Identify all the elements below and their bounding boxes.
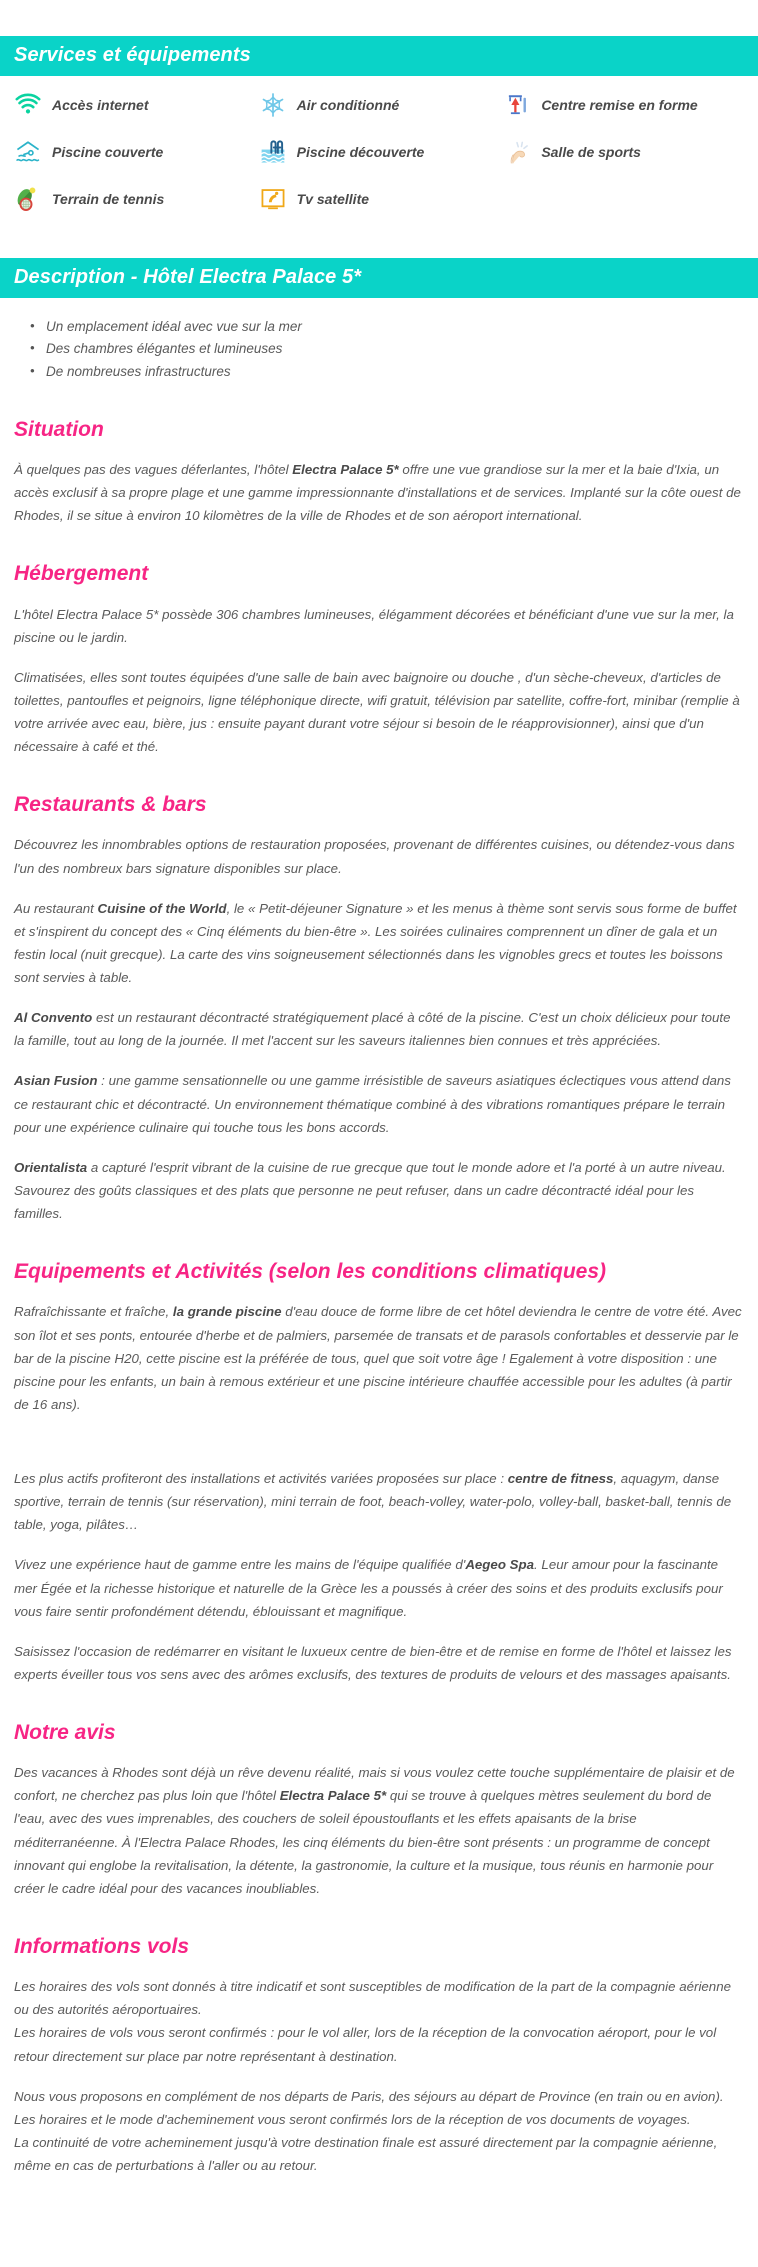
list-item: • Des chambres élégantes et lumineuses xyxy=(44,338,744,360)
informations-vols-paragraph-1: Les horaires des vols sont donnés à titre indicatif et sont susceptibles de modification de la part de la compagnie aérienne ou des autorités aéroportuaires. Les horaires de vols vous seront confirmés : pour le vol aller, lors de la réception de la convocation aéroport, pour le vol retour directement sur place par notre représentant à destination. xyxy=(14,1979,731,2064)
service-label: Air conditionné xyxy=(296,97,400,113)
restaurants-paragraph-3: Al Convento est un restaurant décontracté stratégiquement placé à côté de la piscine. C'est un choix délicieux pour toute la famille, tout au long de la journée. Il met l'accent sur les saveurs italiennes bien connues et très appréciées. xyxy=(14,1010,731,1049)
services-banner xyxy=(0,36,758,76)
list-item: • Un emplacement idéal avec vue sur la mer xyxy=(44,316,744,338)
situation-paragraph: À quelques pas des vagues déferlantes, l'hôtel Electra Palace 5* offre une vue grandiose sur la mer et la baie d'Ixia, un accès exclusif à sa propre plage et une gamme impressionnante d'installations et de services. Implanté sur la côte ouest de Rhodes, il se situe à environ 10 kilomètres de la ville de Rhodes et de son aéroport international. xyxy=(14,461,741,524)
section-title-informations-vols: Informations vols xyxy=(14,1934,190,1958)
wifi-icon xyxy=(14,91,42,119)
equipements-paragraph-4: Saisissez l'occasion de redémarrer en visitant le luxueux centre de bien-être et de remise en forme de l'hôtel et laissez les experts éveiller tous vos sens avec des arômes exclusifs, des textures de produits de velours et des massages apaisants. xyxy=(14,1643,732,1682)
snowflake-icon xyxy=(259,91,287,119)
services-row xyxy=(14,184,748,214)
service-item-satellite-tv xyxy=(259,184,504,214)
service-label: Salle de sports xyxy=(541,144,641,160)
restaurants-paragraph-5: Orientalista a capturé l'esprit vibrant de la cuisine de rue grecque que tout le monde adore et l'a porté à un autre niveau. Savourez des goûts classiques et des plats que personne ne peut refuser, dans un cadre décontracté idéal pour les familles. xyxy=(14,1159,726,1222)
service-label: Piscine couverte xyxy=(52,144,164,160)
hebergement-paragraph-2: Climatisées, elles sont toutes équipées d'une salle de bain avec baignoire ou douche , d'un sèche-cheveux, d'articles de toilettes, pantoufles et peignoirs, ligne téléphonique directe, wifi gratuit, télévision par satellite, coffre-fort, minibar (remplie à votre arrivée avec eau, bière, jus : ensuite payant durant votre séjour si besoin de le réapprovisionner), ainsi que d'un nécessaire à café et thé. xyxy=(14,669,740,755)
service-item-fitness-center xyxy=(503,90,748,120)
description-bullet-list xyxy=(14,316,744,383)
services-row xyxy=(14,90,748,120)
section-title-situation: Situation xyxy=(14,417,104,441)
service-item-gym xyxy=(503,137,748,167)
service-item-wifi xyxy=(14,90,259,120)
bottom-spacer xyxy=(14,2177,744,2193)
equipements-paragraph-1: Rafraîchissante et fraîche, la grande piscine d'eau douce de forme libre de cet hôtel deviendra le centre de votre été. Avec son îlot et ses ponts, entourée d'herbe et de palmiers, parsemée de transats et de parasols confortables et desservie par le bar de la piscine H20, cette piscine est la préférée de tous, quel que soit votre âge ! Egalement à votre disposition : une piscine pour les enfants, un bain à remous extérieur et une piscine intérieure chauffée accessible pour les adultes (à partir de 16 ans). xyxy=(14,1304,742,1412)
services-row xyxy=(14,137,748,167)
restaurants-paragraph-1: Découvrez les innombrables options de restauration proposées, provenant de différentes cuisines, ou détendez-vous dans l'un des nombreux bars signature disponibles sur place. xyxy=(14,837,735,876)
hebergement-paragraph-1: L'hôtel Electra Palace 5* possède 306 chambres lumineuses, élégamment décorées et bénéficiant d'une vue sur la mer, la piscine ou le jardin. xyxy=(14,606,734,645)
equipements-paragraph-2: Les plus actifs profiteront des installations et activités variées proposées sur place : centre de fitness, aquagym, danse sportive, terrain de tennis (sur réservation), mini terrain de foot, beach-volley, water-polo, volley-ball, basket-ball, tennis de table, yoga, pilâtes… xyxy=(14,1471,732,1533)
service-label: Centre remise en forme xyxy=(541,97,698,113)
notre-avis-paragraph: Des vacances à Rhodes sont déjà un rêve devenu réalité, mais si vous voulez cette touche supplémentaire de plaisir et de confort, ne cherchez pas plus loin que l'hôtel Electra Palace 5* qui se trouve à quelques mètres seulement du bord de l'eau, avec des vues imprenables, des couchers de soleil époustouflants et les effets apaisants de la brise méditerranéenne. À l'Electra Palace Rhodes, les cinq éléments du bien-être sont présents : un programme de concept innovant qui englobe la revitalisation, la détente, la gastronomie, la culture et la musique, tous réunis en harmonie pour créer le cadre idéal pour des vacances inoubliables. xyxy=(14,1765,735,1896)
service-item-air-conditioning xyxy=(259,90,504,120)
restaurants-paragraph-4: Asian Fusion : une gamme sensationnelle ou une gamme irrésistible de saveurs asiatiques éclectiques vous attend dans ce restaurant chic et décontracté. Un environnement thématique combiné à des vibrations romantiques prépare le terrain pour une expérience culinaire qui touche tous les bons accords. xyxy=(14,1073,731,1135)
service-label: Piscine découverte xyxy=(296,144,425,160)
satellite-tv-icon xyxy=(259,185,287,213)
section-title-hebergement: Hébergement xyxy=(14,562,149,586)
service-label: Tv satellite xyxy=(296,191,370,207)
description-banner-title: Description - Hôtel Electra Palace 5* xyxy=(14,266,362,288)
section-title-equipements: Equipements et Activités (selon les conditions climatiques) xyxy=(14,1260,607,1284)
services-grid xyxy=(0,76,758,224)
indoor-pool-icon xyxy=(14,138,42,166)
outdoor-pool-icon xyxy=(259,138,287,166)
restaurants-paragraph-2: Au restaurant Cuisine of the World, le « Petit-déjeuner Signature » et les menus à thème sont servis sous forme de buffet et s'inspirent du concept des « Cinq éléments du bien-être ». Les soirées culinaires comprennent un dîner de gala et un festin local (nuit grecque). La carte des vins soigneusement sélectionnés dans les vignobles grecs et toutes les boissons sont servies à table. xyxy=(14,900,737,986)
section-title-restaurants: Restaurants & bars xyxy=(14,793,207,817)
description-banner xyxy=(0,258,758,298)
service-item-outdoor-pool xyxy=(259,137,504,167)
gym-flexing-arm-icon xyxy=(503,138,531,166)
section-gap xyxy=(0,224,758,258)
list-item: • De nombreuses infrastructures xyxy=(44,361,744,383)
informations-vols-paragraph-2: Nous vous proposons en complément de nos départs de Paris, des séjours au départ de Province (en train ou en avion). Les horaires et le mode d'acheminement vous seront confirmés lors de la réception de vos documents de voyages. La continuité de votre acheminement jusqu'à votre destination finale est assuré directement par la compagnie aérienne, même en cas de perturbations à l'aller ou au retour. xyxy=(14,2088,724,2174)
equipements-paragraph-3: Vivez une expérience haut de gamme entre les mains de l'équipe qualifiée d'Aegeo Spa. Leur amour pour la fascinante mer Égée et la richesse historique et naturelle de la Grèce les a poussés à créer des soins et des produits exclusifs pour vous faire sentir profondément détendu, éblouissant et magnifique. xyxy=(14,1557,723,1619)
service-item-indoor-pool xyxy=(14,137,259,167)
service-label: Terrain de tennis xyxy=(52,191,165,207)
description-content xyxy=(0,316,758,2193)
fitness-center-icon xyxy=(503,91,531,119)
service-item-tennis-court xyxy=(14,184,259,214)
paragraph-gap xyxy=(14,1433,744,1467)
tennis-court-icon xyxy=(14,185,42,213)
service-label: Accès internet xyxy=(52,97,149,113)
services-banner-title: Services et équipements xyxy=(14,44,251,66)
top-spacer xyxy=(0,0,758,36)
section-title-notre-avis: Notre avis xyxy=(14,1721,116,1745)
